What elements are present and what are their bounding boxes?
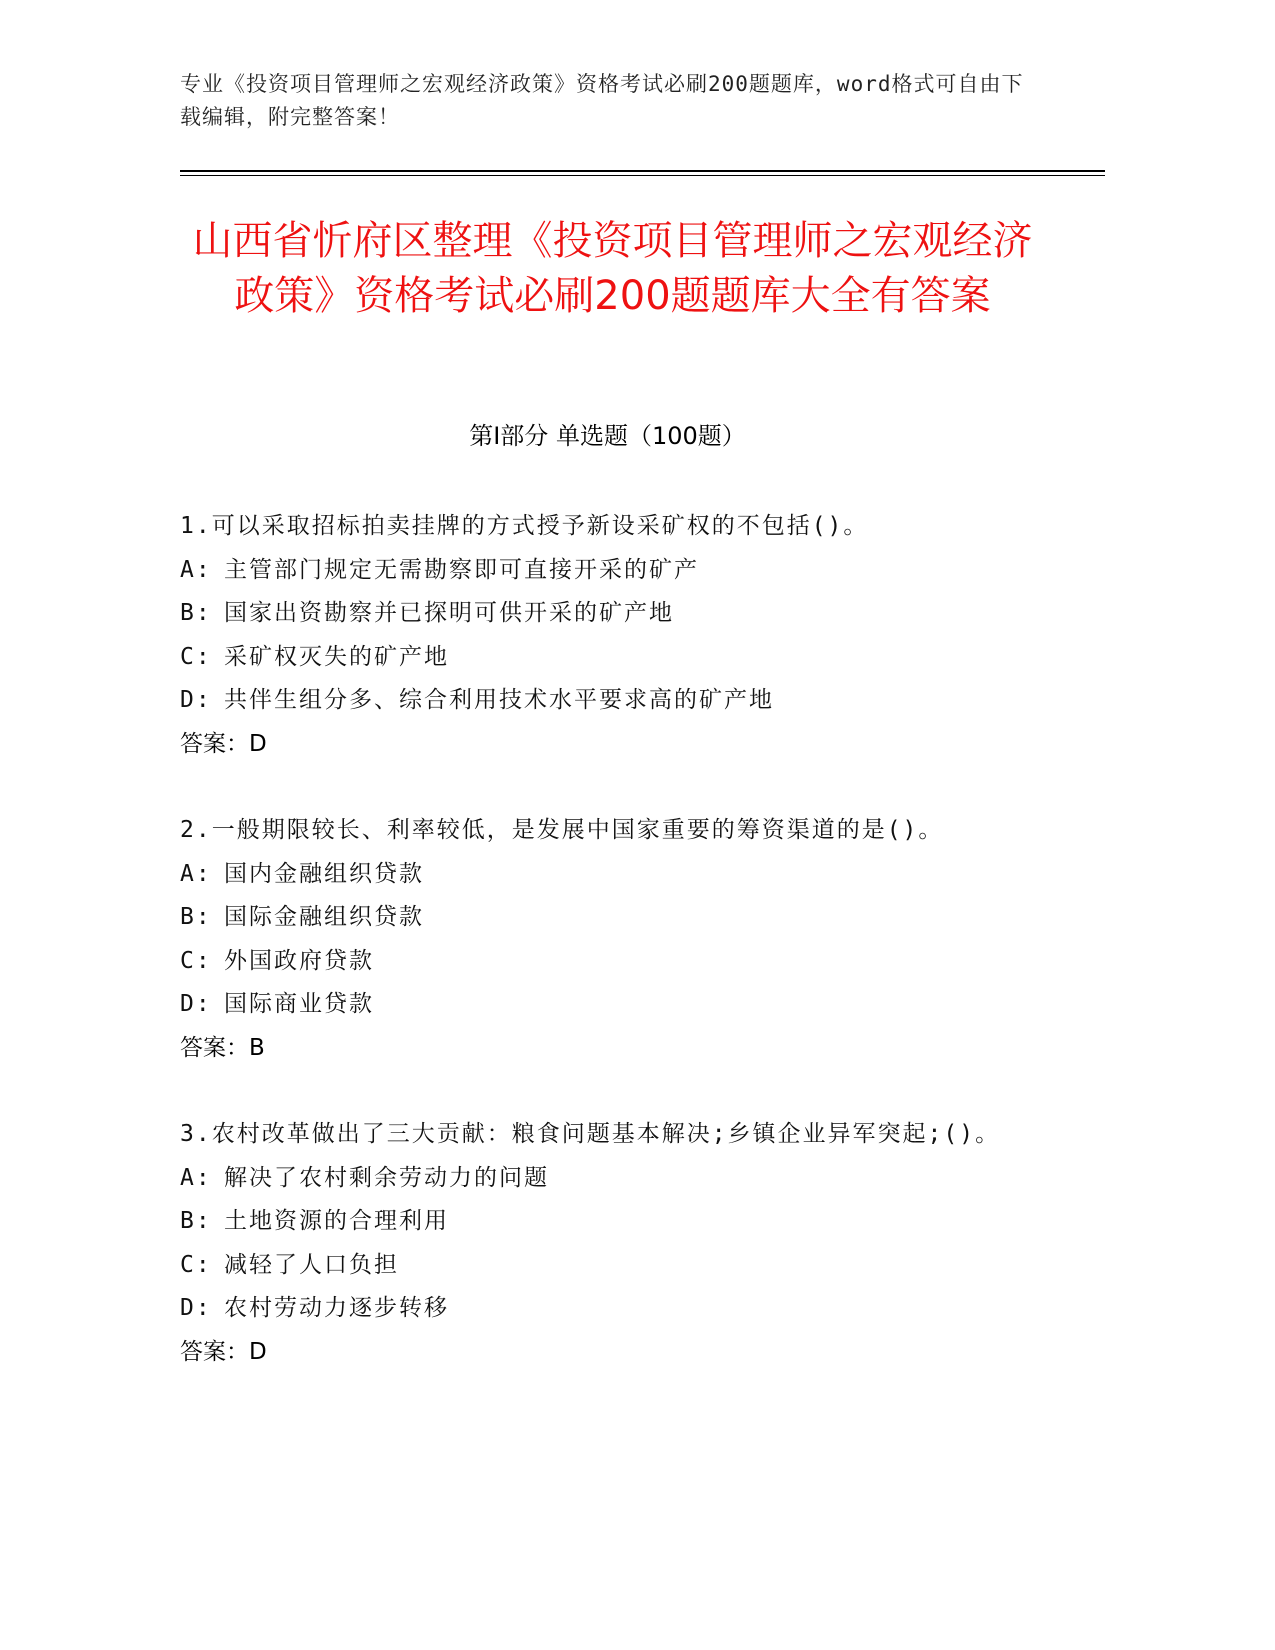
option-letter: B: [180,904,212,930]
question-3 [180,1113,1040,1374]
option-letter: B: [180,1208,212,1234]
question-2 [180,809,1040,1070]
option-text: 国际商业贷款 [224,991,374,1017]
question-stem: 2.一般期限较长、利率较低，是发展中国家重要的筹资渠道的是()。 [180,817,944,843]
header-note: 专业《投资项目管理师之宏观经济政策》资格考试必刷200题题库，word格式可自由下载编辑，附完整答案！ [180,72,1024,129]
option-letter: D: [180,1295,212,1321]
option-c [180,636,1040,680]
option-c [180,1244,1040,1288]
option-text: 国家出资勘察并已探明可供开采的矿产地 [224,600,674,626]
option-letter: D: [180,687,212,713]
option-letter: C: [180,643,212,670]
option-d [180,983,1040,1027]
option-d [180,1287,1040,1331]
document-title: 山西省忻府区整理《投资项目管理师之宏观经济政策》资格考试必刷200题题库大全有答案 [192,218,1033,319]
answer-line: 答案：D [180,1338,267,1365]
answer-line: 答案：D [180,730,267,757]
option-a [180,549,1040,593]
question-1 [180,505,1040,766]
option-letter: C: [180,1251,212,1278]
option-b [180,1200,1040,1244]
header-divider-thin [180,175,1105,176]
option-c [180,940,1040,984]
section-title: 第Ⅰ部分 单选题（100题） [469,422,746,450]
option-text: 农村劳动力逐步转移 [224,1295,449,1321]
question-stem: 1.可以采取招标拍卖挂牌的方式授予新设采矿权的不包括()。 [180,513,869,539]
header-divider-thick [180,170,1105,172]
option-b [180,592,1040,636]
option-text: 采矿权灭失的矿产地 [224,643,449,670]
question-list [180,505,1040,1417]
option-letter: A: [180,860,212,887]
question-stem: 3.农村改革做出了三大贡献：粮食问题基本解决;乡镇企业异军突起;()。 [180,1121,1001,1147]
option-text: 主管部门规定无需勘察即可直接开采的矿产 [224,556,699,583]
option-text: 国内金融组织贷款 [224,860,424,887]
option-letter: A: [180,1164,212,1191]
option-letter: D: [180,991,212,1017]
option-a [180,1157,1040,1201]
option-a [180,853,1040,897]
option-b [180,896,1040,940]
answer-line: 答案：B [180,1034,265,1061]
option-letter: C: [180,947,212,974]
option-letter: A: [180,556,212,583]
option-text: 土地资源的合理利用 [224,1208,449,1234]
option-text: 减轻了人口负担 [224,1251,399,1278]
option-text: 国际金融组织贷款 [224,904,424,930]
option-d [180,679,1040,723]
option-text: 共伴生组分多、综合利用技术水平要求高的矿产地 [224,687,774,713]
option-text: 解决了农村剩余劳动力的问题 [224,1164,549,1191]
option-letter: B: [180,600,212,626]
option-text: 外国政府贷款 [224,947,374,974]
